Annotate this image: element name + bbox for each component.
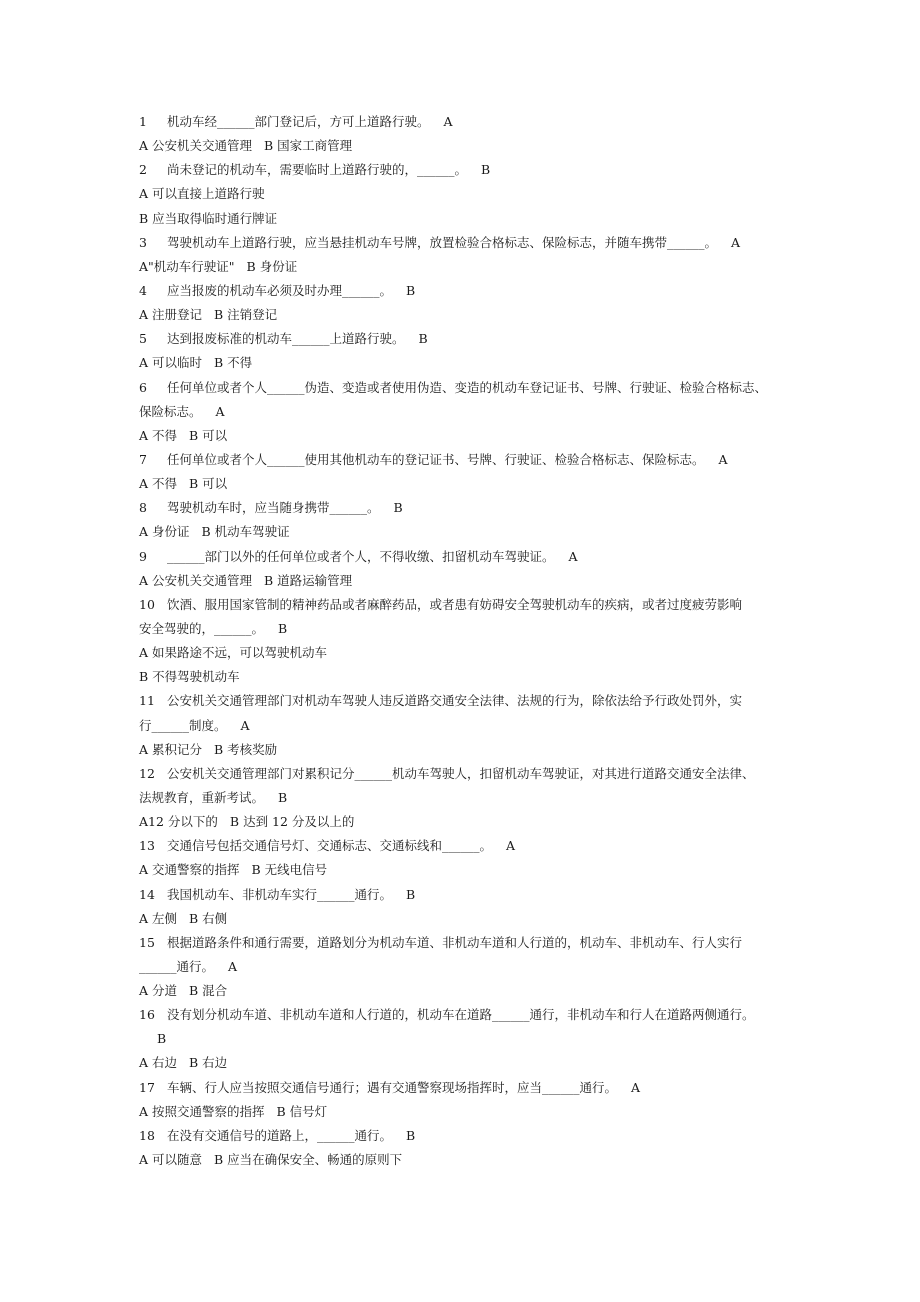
question-text: 应当报废的机动车必须及时办理______。 — [167, 282, 393, 298]
question-11 — [139, 689, 799, 713]
question-17 — [139, 1076, 799, 1100]
option-a: A 如果路途不远，可以驾驶机动车 — [139, 645, 328, 661]
options-row — [139, 134, 799, 158]
option-b: B 考核奖励 — [214, 741, 278, 757]
question-12 — [139, 762, 799, 786]
question-text: 在没有交通信号的道路上，______通行。 — [167, 1127, 393, 1143]
options-row — [139, 1051, 799, 1075]
answer-key: B — [278, 620, 288, 636]
question-text: 任何单位或者个人______伪造、变造或者使用伪造、变造的机动车登记证书、号牌、行驶证、检验合格标志、 — [167, 379, 768, 395]
question-text: 达到报废标准的机动车______上道路行驶。 — [167, 331, 405, 347]
question-number: 4 — [139, 282, 147, 298]
question-number: 6 — [139, 379, 147, 395]
option-b: B 注销登记 — [214, 307, 278, 323]
question-3 — [139, 231, 799, 255]
answer-key: A — [215, 403, 225, 419]
question-list — [139, 110, 799, 1172]
question-18 — [139, 1124, 799, 1148]
answer-key: B — [157, 1031, 167, 1047]
question-6-continued — [139, 400, 799, 424]
option-b: B 身份证 — [246, 258, 298, 274]
question-number: 15 — [139, 934, 155, 950]
question-text: 根据道路条件和通行需要，道路划分为机动车道、非机动车道和人行道的，机动车、非机动车、行人实行 — [167, 934, 743, 950]
options-row — [139, 569, 799, 593]
option-a: A 公安机关交通管理 — [139, 572, 253, 588]
question-text-continued: ______通行。 — [139, 958, 215, 974]
option-b: B 无线电信号 — [251, 862, 328, 878]
question-6 — [139, 376, 799, 400]
question-number: 11 — [139, 693, 155, 709]
question-number: 2 — [139, 162, 147, 178]
question-1 — [139, 110, 799, 134]
question-number: 7 — [139, 451, 147, 467]
answer-key: B — [393, 500, 403, 516]
option-a: A 分道 — [139, 983, 178, 999]
option-b: B 国家工商管理 — [264, 138, 353, 154]
option-a: A 可以直接上道路行驶 — [139, 186, 265, 202]
question-16 — [139, 1003, 799, 1027]
question-13 — [139, 834, 799, 858]
option-b: B 右侧 — [189, 910, 228, 926]
answer-key: A — [240, 717, 250, 733]
question-text: 机动车经______部门登记后，方可上道路行驶。 — [167, 114, 430, 129]
question-15-continued — [139, 955, 799, 979]
options-row — [139, 1100, 799, 1124]
question-10-continued — [139, 617, 799, 641]
question-text: 任何单位或者个人______使用其他机动车的登记证书、号牌、行驶证、检验合格标志、保险标志。 — [167, 451, 705, 467]
question-number: 13 — [139, 838, 155, 854]
option-a: A 注册登记 — [139, 307, 203, 323]
options-row — [139, 424, 799, 448]
question-2 — [139, 158, 799, 182]
answer-key: A — [718, 451, 728, 467]
answer-key: B — [418, 331, 428, 347]
question-text-continued: 法规教育，重新考试。 — [139, 789, 265, 805]
question-number: 16 — [139, 1007, 155, 1023]
question-15 — [139, 931, 799, 955]
question-text: ______部门以外的任何单位或者个人，不得收缴、扣留机动车驾驶证。 — [167, 548, 555, 564]
options-row — [139, 472, 799, 496]
answer-key: B — [481, 162, 491, 178]
question-number: 14 — [139, 886, 155, 902]
answer-key: A — [631, 1079, 641, 1095]
options-row — [139, 858, 799, 882]
answer-key: B — [406, 1127, 416, 1143]
question-11-continued — [139, 714, 799, 738]
question-5 — [139, 327, 799, 351]
question-7 — [139, 448, 799, 472]
question-text: 驾驶机动车上道路行驶，应当悬挂机动车号牌，放置检验合格标志、保险标志，并随车携带______。 — [167, 234, 718, 250]
answer-key: A — [443, 114, 453, 129]
question-number: 8 — [139, 500, 147, 516]
option-b: B 不得驾驶机动车 — [139, 669, 240, 685]
answer-key: A — [568, 548, 578, 564]
question-9 — [139, 545, 799, 569]
option-b: B 机动车驾驶证 — [201, 524, 290, 540]
question-number: 18 — [139, 1127, 155, 1143]
option-a: A 不得 — [139, 476, 178, 492]
options-row — [139, 810, 799, 834]
question-number: 1 — [139, 114, 147, 129]
option-a: A 按照交通警察的指挥 — [139, 1103, 265, 1119]
options-row — [139, 351, 799, 375]
question-text-continued: 保险标志。 — [139, 403, 202, 419]
option-a: A 可以随意 — [139, 1152, 203, 1168]
question-text: 公安机关交通管理部门对累积记分______机动车驾驶人，扣留机动车驾驶证，对其进行道路交通安全法律、 — [167, 765, 755, 781]
option-a: A 右边 — [139, 1055, 178, 1071]
option-b: B 混合 — [189, 983, 228, 999]
option-a: A 身份证 — [139, 524, 190, 540]
options-row — [139, 738, 799, 762]
question-4 — [139, 279, 799, 303]
question-8 — [139, 496, 799, 520]
question-text: 尚未登记的机动车，需要临时上道路行驶的，______。 — [167, 162, 468, 178]
question-text: 交通信号包括交通信号灯、交通标志、交通标线和______。 — [167, 838, 493, 854]
option-b: B 应当取得临时通行牌证 — [139, 210, 278, 226]
option-a: A 公安机关交通管理 — [139, 138, 253, 154]
option-b: B 应当在确保安全、畅通的原则下 — [214, 1152, 403, 1168]
option-a: A 不得 — [139, 427, 178, 443]
question-text: 没有划分机动车道、非机动车道和人行道的，机动车在道路______通行，非机动车和行人在道路两侧通行。 — [167, 1007, 755, 1023]
question-16-continued — [139, 1027, 799, 1051]
answer-key: A — [731, 234, 741, 250]
option-a: A"机动车行驶证" — [139, 258, 235, 274]
option-a: A 可以临时 — [139, 355, 203, 371]
question-number: 10 — [139, 596, 155, 612]
question-text: 车辆、行人应当按照交通信号通行；遇有交通警察现场指挥时，应当______通行。 — [167, 1079, 618, 1095]
option-b: B 可以 — [189, 427, 228, 443]
question-text: 驾驶机动车时，应当随身携带______。 — [167, 500, 380, 516]
option-b: B 道路运输管理 — [264, 572, 353, 588]
question-14 — [139, 883, 799, 907]
option-a: A 左侧 — [139, 910, 178, 926]
options-row — [139, 907, 799, 931]
question-text: 饮酒、服用国家管制的精神药品或者麻醉药品，或者患有妨碍安全驾驶机动车的疾病，或者过度疲劳影响 — [167, 596, 743, 612]
option-a: A 交通警察的指挥 — [139, 862, 240, 878]
option-b: B 信号灯 — [276, 1103, 328, 1119]
option-b: B 达到 12 分及以上的 — [229, 814, 355, 830]
question-number: 12 — [139, 765, 155, 781]
question-text-continued: 行______制度。 — [139, 717, 227, 733]
options-row — [139, 1148, 799, 1172]
answer-key: B — [406, 282, 416, 298]
answer-key: A — [228, 958, 238, 974]
question-number: 9 — [139, 548, 147, 564]
answer-key: B — [406, 886, 416, 902]
option-b: B 右边 — [189, 1055, 228, 1071]
answer-key: A — [506, 838, 516, 854]
options-row — [139, 520, 799, 544]
answer-key: B — [278, 789, 288, 805]
option-b: B 不得 — [214, 355, 253, 371]
question-10 — [139, 593, 799, 617]
option-a: A12 分以下的 — [139, 814, 218, 830]
question-number: 17 — [139, 1079, 155, 1095]
option-a: A 累积记分 — [139, 741, 203, 757]
options-row — [139, 255, 799, 279]
question-12-continued — [139, 786, 799, 810]
options-row — [139, 979, 799, 1003]
question-text: 我国机动车、非机动车实行______通行。 — [167, 886, 393, 902]
question-number: 5 — [139, 331, 147, 347]
question-number: 3 — [139, 234, 147, 250]
option-b: B 可以 — [189, 476, 228, 492]
question-text: 公安机关交通管理部门对机动车驾驶人违反道路交通安全法律、法规的行为，除依法给予行政处罚外，实 — [167, 693, 743, 709]
question-text-continued: 安全驾驶的，______。 — [139, 620, 265, 636]
options-row — [139, 303, 799, 327]
